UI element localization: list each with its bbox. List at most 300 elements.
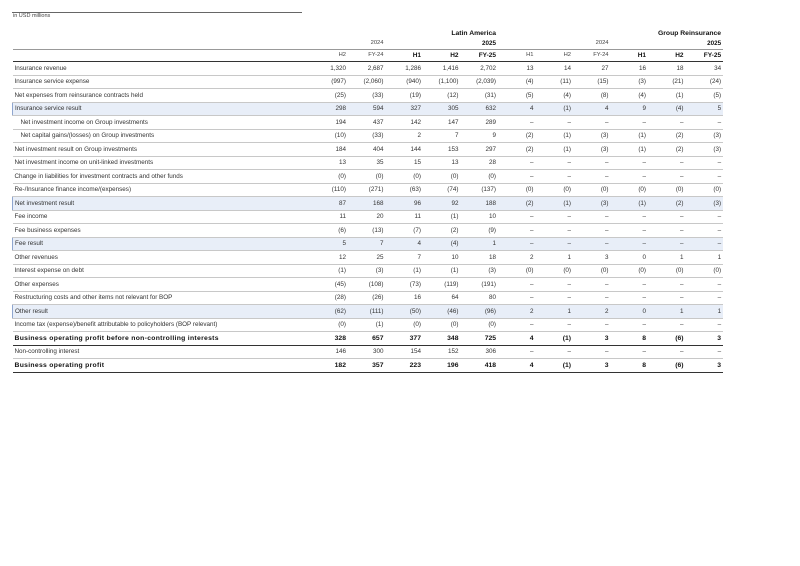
column-header-row [13, 50, 724, 62]
cell-latin-america: (62) [311, 305, 349, 319]
cell-group-reinsurance: – [648, 210, 686, 224]
cell-latin-america: (50) [386, 305, 424, 319]
financial-table [12, 28, 723, 373]
cell-latin-america: 1,320 [311, 62, 349, 76]
cell-latin-america: 144 [386, 143, 424, 157]
cell-group-reinsurance: (24) [686, 75, 724, 89]
cell-group-reinsurance: (0) [536, 264, 574, 278]
cell-group-reinsurance: – [686, 170, 724, 184]
row-label: Income tax (expense)/benefit attributable to policyholders (BOP relevant) [13, 318, 311, 332]
cell-group-reinsurance: (15) [573, 75, 611, 89]
cell-group-reinsurance: – [611, 210, 649, 224]
table-row [13, 291, 724, 305]
cell-group-reinsurance: – [686, 224, 724, 238]
cell-group-reinsurance: – [686, 318, 724, 332]
row-label: Insurance service result [13, 102, 311, 116]
cell-latin-america: (33) [348, 129, 386, 143]
cell-latin-america: (1) [348, 318, 386, 332]
cell-group-reinsurance: (1) [611, 143, 649, 157]
row-label: Other result [13, 305, 311, 319]
cell-group-reinsurance: 18 [648, 62, 686, 76]
cell-group-reinsurance: – [536, 170, 574, 184]
cell-group-reinsurance: 4 [498, 332, 536, 346]
table-row [13, 345, 724, 359]
cell-latin-america: 146 [311, 345, 349, 359]
row-label: Fee income [13, 210, 311, 224]
cell-group-reinsurance: – [498, 291, 536, 305]
cell-latin-america: (0) [461, 318, 499, 332]
table-row [13, 318, 724, 332]
cell-latin-america: 327 [386, 102, 424, 116]
table-row [13, 332, 724, 346]
cell-group-reinsurance: 1 [648, 305, 686, 319]
cell-group-reinsurance: (1) [536, 143, 574, 157]
cell-group-reinsurance: (0) [536, 183, 574, 197]
cell-group-reinsurance: (0) [611, 183, 649, 197]
table-row [13, 129, 724, 143]
cell-latin-america: (73) [386, 278, 424, 292]
table-row [13, 170, 724, 184]
cell-group-reinsurance: 3 [573, 332, 611, 346]
table-row [13, 251, 724, 265]
cell-group-reinsurance: 4 [498, 359, 536, 373]
table-row [13, 305, 724, 319]
units-note: in USD millions [13, 13, 51, 19]
cell-latin-america: 418 [461, 359, 499, 373]
row-label: Net capital gains/(losses) on Group investments [13, 129, 311, 143]
row-label: Business operating profit before non-controlling interests [13, 332, 311, 346]
cell-latin-america: (7) [386, 224, 424, 238]
cell-latin-america: (45) [311, 278, 349, 292]
cell-latin-america: 297 [461, 143, 499, 157]
cell-group-reinsurance: (6) [648, 332, 686, 346]
cell-group-reinsurance: – [648, 345, 686, 359]
cell-group-reinsurance: – [573, 345, 611, 359]
cell-group-reinsurance: (2) [498, 129, 536, 143]
cell-group-reinsurance: 34 [686, 62, 724, 76]
cell-latin-america: (19) [386, 89, 424, 103]
row-label: Net expenses from reinsurance contracts held [13, 89, 311, 103]
cell-group-reinsurance: – [611, 345, 649, 359]
table-row [13, 62, 724, 76]
cell-group-reinsurance: – [686, 278, 724, 292]
cell-latin-america: 13 [311, 156, 349, 170]
cell-group-reinsurance: (1) [611, 129, 649, 143]
cell-group-reinsurance: (6) [648, 359, 686, 373]
cell-group-reinsurance: (21) [648, 75, 686, 89]
table-row [13, 156, 724, 170]
cell-latin-america: 223 [386, 359, 424, 373]
cell-group-reinsurance: 3 [573, 251, 611, 265]
cell-latin-america: (3) [461, 264, 499, 278]
cell-group-reinsurance: – [686, 156, 724, 170]
row-label: Fee result [13, 237, 311, 251]
cell-group-reinsurance: – [686, 116, 724, 130]
cell-group-reinsurance: (3) [686, 143, 724, 157]
cell-latin-america: (0) [386, 170, 424, 184]
cell-group-reinsurance: – [611, 237, 649, 251]
cell-latin-america: 11 [311, 210, 349, 224]
table-row [13, 210, 724, 224]
cell-latin-america: (2,060) [348, 75, 386, 89]
cell-latin-america: 28 [461, 156, 499, 170]
cell-group-reinsurance: (0) [686, 183, 724, 197]
table-row [13, 75, 724, 89]
cell-latin-america: 632 [461, 102, 499, 116]
year-label: 2025 [611, 38, 724, 50]
cell-group-reinsurance: 0 [611, 251, 649, 265]
cell-latin-america: 7 [423, 129, 461, 143]
cell-group-reinsurance: – [536, 278, 574, 292]
cell-group-reinsurance: – [611, 170, 649, 184]
cell-latin-america: 96 [386, 197, 424, 211]
cell-group-reinsurance: (0) [498, 183, 536, 197]
cell-latin-america: (2) [423, 224, 461, 238]
cell-group-reinsurance: – [536, 156, 574, 170]
row-label: Net investment income on Group investments [13, 116, 311, 130]
cell-latin-america: (940) [386, 75, 424, 89]
cell-latin-america: (13) [348, 224, 386, 238]
cell-latin-america: 404 [348, 143, 386, 157]
cell-latin-america: (4) [423, 237, 461, 251]
cell-group-reinsurance: (4) [498, 75, 536, 89]
cell-latin-america: (0) [311, 170, 349, 184]
cell-group-reinsurance: – [536, 210, 574, 224]
cell-group-reinsurance: – [498, 210, 536, 224]
table-row [13, 197, 724, 211]
row-label: Change in liabilities for investment contracts and other funds [13, 170, 311, 184]
cell-latin-america: (137) [461, 183, 499, 197]
cell-latin-america: (1) [386, 264, 424, 278]
cell-group-reinsurance: – [686, 345, 724, 359]
cell-group-reinsurance: – [611, 116, 649, 130]
cell-latin-america: 10 [423, 251, 461, 265]
cell-group-reinsurance: – [498, 237, 536, 251]
cell-group-reinsurance: – [498, 116, 536, 130]
cell-group-reinsurance: 4 [573, 102, 611, 116]
cell-latin-america: (271) [348, 183, 386, 197]
cell-group-reinsurance: – [573, 210, 611, 224]
cell-group-reinsurance: 8 [611, 359, 649, 373]
table-row [13, 264, 724, 278]
cell-latin-america: (6) [311, 224, 349, 238]
year-label: 2024 [311, 38, 386, 50]
cell-group-reinsurance: – [573, 170, 611, 184]
cell-group-reinsurance: (5) [498, 89, 536, 103]
cell-latin-america: (26) [348, 291, 386, 305]
group-title-latin-america: Latin America [451, 29, 497, 37]
cell-latin-america: 18 [461, 251, 499, 265]
row-label: Other expenses [13, 278, 311, 292]
cell-group-reinsurance: – [573, 237, 611, 251]
column-header: H2 [648, 50, 686, 62]
cell-group-reinsurance: (11) [536, 75, 574, 89]
cell-group-reinsurance: (4) [536, 89, 574, 103]
cell-group-reinsurance: 1 [536, 251, 574, 265]
row-label: Restructuring costs and other items not relevant for BOP [13, 291, 311, 305]
cell-group-reinsurance: – [536, 291, 574, 305]
cell-group-reinsurance: – [611, 156, 649, 170]
cell-latin-america: (111) [348, 305, 386, 319]
table-row [13, 102, 724, 116]
cell-group-reinsurance: – [536, 237, 574, 251]
cell-group-reinsurance: (3) [686, 197, 724, 211]
year-label: 2024 [498, 38, 611, 50]
column-header: H2 [423, 50, 461, 62]
cell-latin-america: 35 [348, 156, 386, 170]
cell-latin-america: (119) [423, 278, 461, 292]
cell-latin-america: (63) [386, 183, 424, 197]
cell-latin-america: 92 [423, 197, 461, 211]
cell-group-reinsurance: (3) [573, 143, 611, 157]
cell-group-reinsurance: 14 [536, 62, 574, 76]
column-header: FY-24 [348, 50, 386, 62]
cell-latin-america: (31) [461, 89, 499, 103]
cell-group-reinsurance: 2 [498, 305, 536, 319]
cell-latin-america: 10 [461, 210, 499, 224]
cell-latin-america: 725 [461, 332, 499, 346]
column-header: H2 [536, 50, 574, 62]
cell-group-reinsurance: (0) [498, 264, 536, 278]
cell-latin-america: (46) [423, 305, 461, 319]
cell-group-reinsurance: (3) [611, 75, 649, 89]
cell-latin-america: 168 [348, 197, 386, 211]
row-label: Insurance service expense [13, 75, 311, 89]
column-header: FY-25 [686, 50, 724, 62]
cell-latin-america: 64 [423, 291, 461, 305]
cell-group-reinsurance: (4) [611, 89, 649, 103]
cell-latin-america: (0) [386, 318, 424, 332]
cell-group-reinsurance: – [573, 278, 611, 292]
cell-latin-america: (1) [311, 264, 349, 278]
cell-latin-america: 154 [386, 345, 424, 359]
row-label: Other revenues [13, 251, 311, 265]
cell-group-reinsurance: 16 [611, 62, 649, 76]
cell-group-reinsurance: – [611, 318, 649, 332]
cell-group-reinsurance: – [648, 224, 686, 238]
cell-latin-america: 182 [311, 359, 349, 373]
column-header: FY-24 [573, 50, 611, 62]
cell-latin-america: 594 [348, 102, 386, 116]
cell-group-reinsurance: – [536, 345, 574, 359]
cell-group-reinsurance: (1) [611, 197, 649, 211]
cell-latin-america: 153 [423, 143, 461, 157]
cell-group-reinsurance: – [573, 224, 611, 238]
cell-latin-america: 305 [423, 102, 461, 116]
cell-latin-america: (108) [348, 278, 386, 292]
cell-group-reinsurance: 0 [611, 305, 649, 319]
cell-latin-america: (1) [423, 264, 461, 278]
cell-group-reinsurance: – [648, 156, 686, 170]
cell-group-reinsurance: – [573, 291, 611, 305]
cell-group-reinsurance: – [573, 318, 611, 332]
cell-latin-america: 20 [348, 210, 386, 224]
cell-latin-america: (12) [423, 89, 461, 103]
cell-group-reinsurance: – [611, 291, 649, 305]
cell-group-reinsurance: 2 [573, 305, 611, 319]
row-label: Net investment result [13, 197, 311, 211]
row-label: Non-controlling interest [13, 345, 311, 359]
cell-latin-america: 300 [348, 345, 386, 359]
row-label: Net investment income on unit-linked investments [13, 156, 311, 170]
cell-latin-america: (0) [423, 170, 461, 184]
cell-latin-america: 1 [461, 237, 499, 251]
cell-latin-america: 11 [386, 210, 424, 224]
cell-group-reinsurance: (2) [648, 143, 686, 157]
cell-group-reinsurance: (4) [648, 102, 686, 116]
cell-group-reinsurance: (3) [686, 129, 724, 143]
cell-latin-america: 377 [386, 332, 424, 346]
cell-group-reinsurance: – [648, 318, 686, 332]
cell-group-reinsurance: – [686, 237, 724, 251]
cell-group-reinsurance: 13 [498, 62, 536, 76]
cell-latin-america: (25) [311, 89, 349, 103]
year-label: 2025 [386, 38, 499, 50]
cell-latin-america: 1,286 [386, 62, 424, 76]
cell-group-reinsurance: – [648, 291, 686, 305]
cell-group-reinsurance: – [611, 278, 649, 292]
cell-latin-america: 657 [348, 332, 386, 346]
cell-group-reinsurance: – [573, 156, 611, 170]
cell-group-reinsurance: – [498, 170, 536, 184]
cell-group-reinsurance: 8 [611, 332, 649, 346]
cell-group-reinsurance: 1 [686, 305, 724, 319]
cell-latin-america: 9 [461, 129, 499, 143]
cell-group-reinsurance: 3 [573, 359, 611, 373]
cell-group-reinsurance: (2) [498, 143, 536, 157]
row-label: Re-/Insurance finance income/(expenses) [13, 183, 311, 197]
cell-group-reinsurance: 3 [686, 359, 724, 373]
cell-group-reinsurance: – [498, 224, 536, 238]
cell-latin-america: 15 [386, 156, 424, 170]
cell-group-reinsurance: – [648, 278, 686, 292]
cell-group-reinsurance: 4 [498, 102, 536, 116]
cell-latin-america: 1,416 [423, 62, 461, 76]
cell-latin-america: (28) [311, 291, 349, 305]
cell-latin-america: 196 [423, 359, 461, 373]
cell-latin-america: 348 [423, 332, 461, 346]
row-label: Net investment result on Group investments [13, 143, 311, 157]
group-title-group-reinsurance: Group Reinsurance [658, 29, 722, 37]
cell-group-reinsurance: (1) [648, 89, 686, 103]
cell-latin-america: 12 [311, 251, 349, 265]
table-row [13, 224, 724, 238]
cell-latin-america: 147 [423, 116, 461, 130]
cell-group-reinsurance: (0) [573, 183, 611, 197]
cell-group-reinsurance: – [536, 116, 574, 130]
cell-latin-america: 142 [386, 116, 424, 130]
table-row [13, 143, 724, 157]
cell-group-reinsurance: (5) [686, 89, 724, 103]
cell-group-reinsurance: (1) [536, 332, 574, 346]
cell-group-reinsurance: (2) [648, 129, 686, 143]
cell-group-reinsurance: 1 [648, 251, 686, 265]
cell-latin-america: (997) [311, 75, 349, 89]
cell-group-reinsurance: (2) [498, 197, 536, 211]
cell-latin-america: 306 [461, 345, 499, 359]
cell-group-reinsurance: 1 [686, 251, 724, 265]
cell-group-reinsurance: – [648, 170, 686, 184]
cell-group-reinsurance: (3) [573, 197, 611, 211]
cell-latin-america: 437 [348, 116, 386, 130]
top-rule [12, 12, 302, 13]
cell-latin-america: 2 [386, 129, 424, 143]
row-label: Interest expense on debt [13, 264, 311, 278]
cell-latin-america: 7 [348, 237, 386, 251]
cell-latin-america: 2,702 [461, 62, 499, 76]
cell-latin-america: 289 [461, 116, 499, 130]
cell-group-reinsurance: (1) [536, 102, 574, 116]
year-header-row [13, 38, 724, 50]
cell-latin-america: 25 [348, 251, 386, 265]
cell-latin-america: 5 [311, 237, 349, 251]
cell-latin-america: (9) [461, 224, 499, 238]
cell-group-reinsurance: – [686, 210, 724, 224]
cell-group-reinsurance: (8) [573, 89, 611, 103]
cell-latin-america: 2,687 [348, 62, 386, 76]
cell-latin-america: (96) [461, 305, 499, 319]
cell-latin-america: (3) [348, 264, 386, 278]
group-header-row [13, 28, 724, 38]
cell-group-reinsurance: – [648, 237, 686, 251]
cell-latin-america: 328 [311, 332, 349, 346]
cell-latin-america: (0) [348, 170, 386, 184]
row-label: Fee business expenses [13, 224, 311, 238]
table-row [13, 237, 724, 251]
cell-latin-america: 188 [461, 197, 499, 211]
column-header: H1 [498, 50, 536, 62]
cell-latin-america: 152 [423, 345, 461, 359]
cell-group-reinsurance: – [536, 318, 574, 332]
cell-latin-america: 13 [423, 156, 461, 170]
table-row [13, 89, 724, 103]
cell-latin-america: (1) [423, 210, 461, 224]
table-row [13, 359, 724, 373]
table-row [13, 183, 724, 197]
cell-group-reinsurance: (0) [611, 264, 649, 278]
cell-group-reinsurance: 3 [686, 332, 724, 346]
cell-latin-america: 194 [311, 116, 349, 130]
cell-group-reinsurance: (0) [686, 264, 724, 278]
cell-group-reinsurance: (0) [648, 183, 686, 197]
cell-latin-america: 357 [348, 359, 386, 373]
cell-group-reinsurance: 5 [686, 102, 724, 116]
cell-latin-america: 16 [386, 291, 424, 305]
cell-group-reinsurance: (1) [536, 359, 574, 373]
cell-group-reinsurance: 1 [536, 305, 574, 319]
cell-group-reinsurance: – [573, 116, 611, 130]
cell-group-reinsurance: 9 [611, 102, 649, 116]
cell-latin-america: 184 [311, 143, 349, 157]
cell-group-reinsurance: (1) [536, 129, 574, 143]
cell-latin-america: (0) [461, 170, 499, 184]
cell-latin-america: (10) [311, 129, 349, 143]
cell-group-reinsurance: – [498, 318, 536, 332]
cell-group-reinsurance: – [648, 116, 686, 130]
cell-latin-america: (0) [311, 318, 349, 332]
cell-group-reinsurance: (0) [573, 264, 611, 278]
cell-group-reinsurance: 2 [498, 251, 536, 265]
cell-latin-america: 87 [311, 197, 349, 211]
table-row [13, 278, 724, 292]
table-row [13, 116, 724, 130]
cell-group-reinsurance: (0) [648, 264, 686, 278]
cell-latin-america: (110) [311, 183, 349, 197]
cell-latin-america: 80 [461, 291, 499, 305]
cell-latin-america: 7 [386, 251, 424, 265]
row-label: Insurance revenue [13, 62, 311, 76]
cell-group-reinsurance: – [498, 156, 536, 170]
